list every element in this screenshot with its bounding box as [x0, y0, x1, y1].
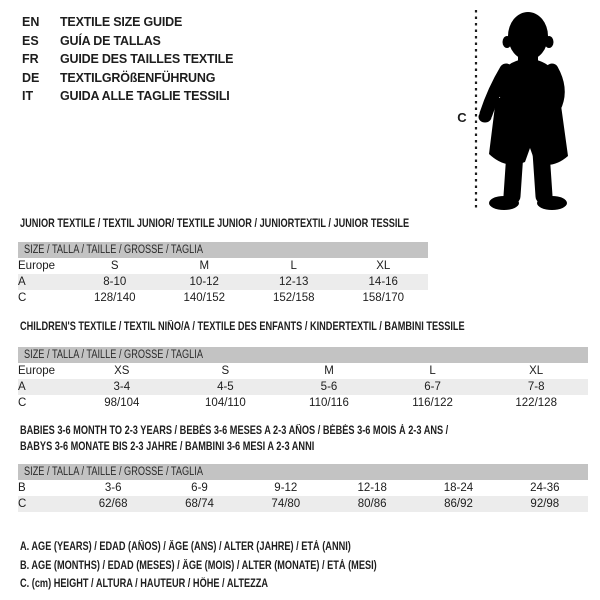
size-value-cell: 122/128: [515, 397, 557, 409]
language-row: [22, 87, 233, 106]
footnotes: [20, 538, 466, 594]
size-value-cell: 3-4: [70, 379, 174, 395]
size-value-cell: S: [221, 365, 230, 377]
size-value-cell: 68/74: [156, 496, 242, 512]
size-value-cell: 12-13: [249, 274, 339, 290]
babies-table-title: [20, 424, 555, 455]
table-row: [18, 258, 428, 274]
row-label: C: [18, 292, 27, 304]
language-code: FR: [22, 52, 39, 66]
table-row: [18, 379, 588, 395]
size-value-cell: XL: [376, 260, 391, 272]
junior-table-title: [20, 217, 506, 233]
language-title: TEXTILE SIZE GUIDE: [60, 15, 183, 29]
junior-table-title-text: JUNIOR TEXTILE / TEXTIL JUNIOR/ TEXTILE JUNIOR / JUNIORTEXTIL / JUNIOR TESSILE: [20, 218, 410, 230]
children-size-table: [18, 347, 588, 411]
size-value-cell: L: [429, 365, 436, 377]
size-value-cell: 8-10: [70, 274, 160, 290]
size-value-cell: 4-5: [174, 379, 278, 395]
table-row: [18, 480, 588, 496]
size-value-cell: 62/68: [70, 496, 156, 512]
size-value-cell: 92/98: [502, 496, 588, 512]
size-header-row: [18, 242, 428, 258]
language-title: GUÍA DE TALLAS: [60, 33, 161, 48]
size-value-cell: 80/86: [329, 496, 415, 512]
size-value-cell: 14-16: [339, 274, 429, 290]
size-value-cell: 12-18: [357, 482, 387, 494]
size-header-bar: SIZE / TALLA / TAILLE / GRÖSSE / TAGLIA: [18, 242, 428, 258]
size-value-cell: M: [324, 365, 334, 377]
language-row: [22, 50, 233, 69]
height-measure-label: C: [457, 110, 467, 125]
language-title: GUIDA ALLE TAGLIE TESSILI: [60, 89, 230, 103]
size-figure: [440, 2, 600, 214]
size-header-bar: SIZE / TALLA / TAILLE / GRÖSSE / TAGLIA: [18, 464, 588, 480]
babies-size-table: [18, 464, 588, 512]
size-value-cell: 98/104: [104, 397, 140, 409]
row-label: Europe: [18, 260, 56, 272]
footnote-a: A. AGE (YEARS) / EDAD (AÑOS) / ÂGE (ANS) / ALTER (JAHRE) / ETÀ (ANNI): [20, 541, 351, 553]
size-value-cell: 86/92: [415, 496, 501, 512]
footnote-c: C. (cm) HEIGHT / ALTURA / HAUTEUR / HÖHE / ALTEZZA: [20, 578, 269, 590]
table-row: [18, 363, 588, 379]
baby-silhouette: [479, 12, 569, 210]
size-value-cell: 104/110: [205, 397, 246, 409]
size-value-cell: 18-24: [443, 482, 474, 494]
language-row: [22, 32, 233, 51]
table-row: [18, 274, 428, 290]
row-label: A: [18, 274, 70, 290]
language-code: EN: [22, 15, 40, 29]
size-value-cell: 140/152: [183, 292, 226, 304]
size-header-row: [18, 347, 588, 363]
size-value-cell: 6-7: [381, 379, 485, 395]
size-value-cell: XS: [114, 365, 130, 377]
babies-table-title-line1: BABIES 3-6 MONTH TO 2-3 YEARS / BEBÉS 3-6 MESES A 2-3 AÑOS / BÉBÉS 3-6 MOIS À 2-3 ANS /: [20, 425, 449, 437]
size-value-cell: 24-36: [530, 482, 560, 494]
footnote-b: B. AGE (MONTHS) / EDAD (MESES) / ÂGE (MOIS) / ALTER (MONATE) / ETÀ (MESI): [20, 559, 377, 572]
language-title: GUIDE DES TAILLES TEXTILE: [60, 52, 234, 66]
size-value-cell: 152/158: [272, 292, 315, 304]
size-value-cell: S: [110, 260, 119, 272]
size-value-cell: 5-6: [277, 379, 381, 395]
size-value-cell: 10-12: [160, 274, 250, 290]
language-code: IT: [22, 89, 34, 103]
size-value-cell: 3-6: [104, 482, 122, 494]
row-label: B: [18, 482, 26, 494]
junior-size-table: [18, 242, 428, 306]
children-table-title-text: CHILDREN'S TEXTILE / TEXTIL NIÑO/A / TEXTILE DES ENFANTS / KINDERTEXTIL / BAMBINI TESSILE: [20, 321, 465, 333]
table-row: [18, 496, 588, 512]
language-row: [22, 69, 233, 88]
language-title: TEXTILGRÖßENFÜHRUNG: [60, 70, 216, 85]
row-label: C: [18, 496, 70, 512]
size-header-bar: SIZE / TALLA / TAILLE / GRÖSSE / TAGLIA: [18, 347, 588, 363]
size-value-cell: 158/170: [362, 292, 405, 304]
size-value-cell: 74/80: [243, 496, 329, 512]
size-value-cell: 110/116: [309, 397, 349, 409]
language-code: DE: [22, 70, 40, 85]
table-row: [18, 395, 588, 411]
size-value-cell: XL: [529, 365, 544, 377]
row-label: A: [18, 379, 70, 395]
size-header-row: [18, 464, 588, 480]
row-label: Europe: [18, 365, 56, 377]
children-table-title: [20, 320, 576, 336]
language-header: [22, 13, 233, 106]
babies-table-title-line2: BABYS 3-6 MONATE BIS 2-3 JAHRE / BAMBINI 3-6 MESI A 2-3 ANNI: [20, 440, 315, 453]
size-value-cell: 7-8: [484, 379, 588, 395]
baby-silhouette-icon: [440, 2, 600, 214]
size-value-cell: 128/140: [93, 292, 136, 304]
table-row: [18, 290, 428, 306]
size-value-cell: 116/122: [412, 397, 453, 409]
language-row: [22, 13, 233, 32]
language-code: ES: [22, 33, 39, 48]
size-value-cell: 9-12: [274, 482, 298, 494]
size-value-cell: 6-9: [191, 482, 208, 494]
size-value-cell: M: [199, 260, 210, 272]
size-value-cell: L: [290, 260, 297, 272]
row-label: C: [18, 397, 27, 409]
